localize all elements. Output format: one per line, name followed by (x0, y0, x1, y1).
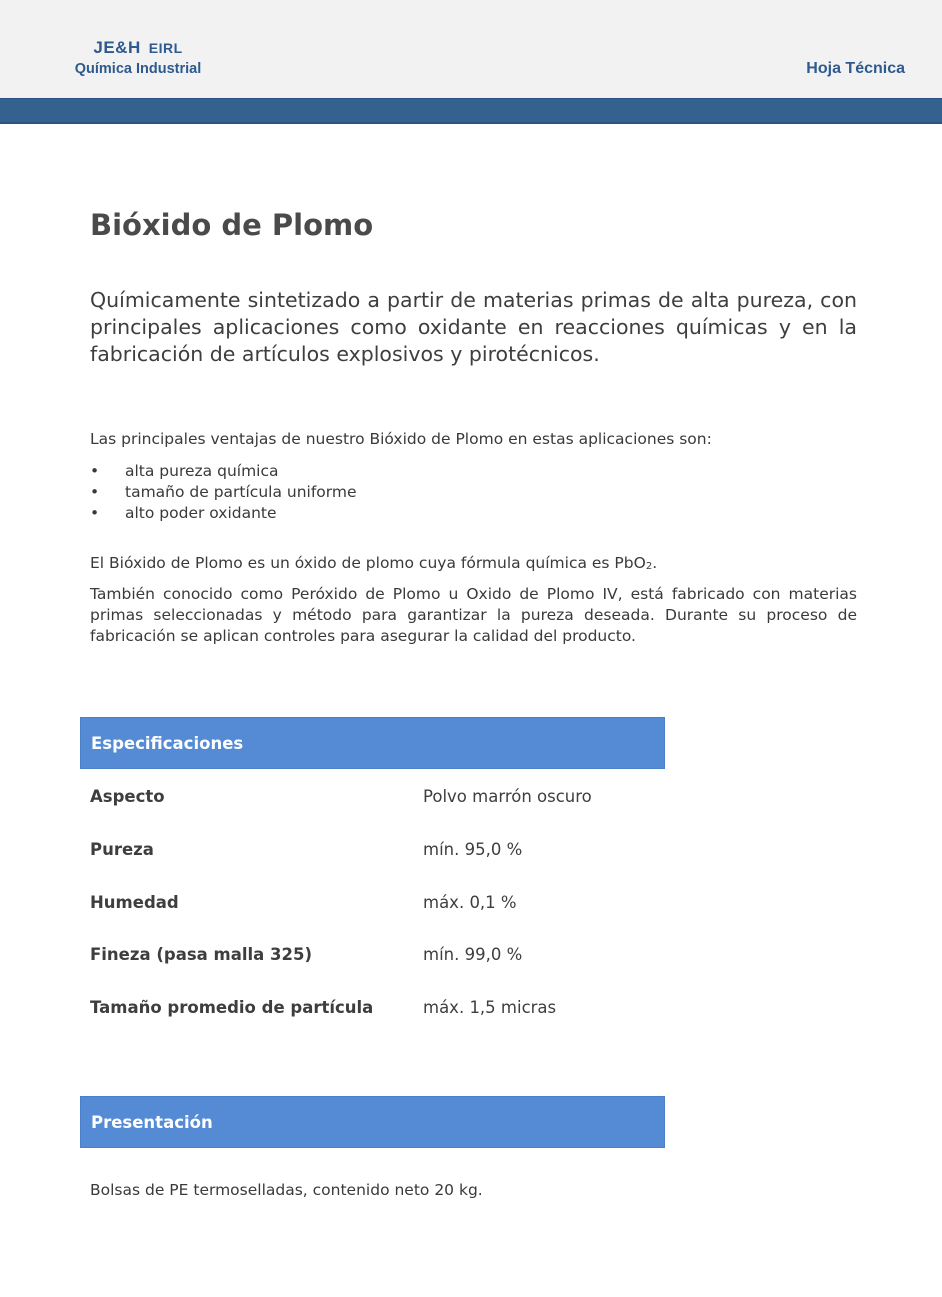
page-header (0, 0, 942, 98)
spec-value: Polvo marrón oscuro (423, 787, 592, 806)
bullet-icon: • (90, 483, 100, 501)
specifications-heading: Especificaciones (91, 734, 244, 753)
presentation-text: Bolsas de PE termoselladas, contenido neto 20 kg. (90, 1181, 483, 1199)
advantages-intro: Las principales ventajas de nuestro Bióxido de Plomo en estas aplicaciones son: (90, 430, 712, 448)
advantage-text: alto poder oxidante (125, 504, 277, 522)
spec-value: máx. 1,5 micras (423, 998, 557, 1017)
formula-subscript: 2 (645, 561, 653, 572)
header-band (0, 98, 942, 124)
bullet-icon: • (90, 504, 100, 522)
advantages-list (90, 461, 357, 524)
company-name (68, 38, 208, 58)
formula-paragraph (90, 554, 657, 572)
spec-label: Fineza (pasa malla 325) (90, 945, 313, 964)
spec-value: mín. 99,0 % (423, 945, 523, 964)
spec-value: mín. 95,0 % (423, 840, 523, 859)
company-name-text: JE&H (93, 38, 141, 57)
company-suffix: EIRL (148, 40, 183, 56)
specifications-header (80, 717, 665, 769)
spec-label: Pureza (90, 840, 154, 859)
list-item (90, 503, 357, 524)
presentation-header (80, 1096, 665, 1148)
bullet-icon: • (90, 462, 100, 480)
company-logo (68, 38, 208, 78)
list-item (90, 482, 357, 503)
formula-text: El Bióxido de Plomo es un óxido de plomo cuya fórmula química es PbO (90, 554, 646, 572)
description-paragraph: También conocido como Peróxido de Plomo u Oxido de Plomo IV, está fabricado con materias primas seleccionadas y método para garantizar la pureza deseada. Durante su proceso de fabricación se aplican controles para asegurar la calidad del producto. (90, 585, 857, 645)
advantage-text: tamaño de partícula uniforme (125, 483, 357, 501)
document-type: Hoja Técnica (806, 60, 905, 77)
formula-end: . (652, 554, 658, 572)
spec-label: Aspecto (90, 787, 165, 806)
list-item (90, 461, 357, 482)
spec-value: máx. 0,1 % (423, 893, 517, 912)
company-subtitle: Química Industrial (74, 61, 202, 77)
product-lead: Químicamente sintetizado a partir de materias primas de alta pureza, con principales aplicaciones como oxidante en reacciones químicas y en la fabricación de artículos explosivos y pirotécnicos. (90, 288, 857, 366)
product-title: Bióxido de Plomo (90, 208, 374, 242)
spec-label: Tamaño promedio de partícula (90, 998, 374, 1017)
advantage-text: alta pureza química (125, 462, 279, 480)
spec-label: Humedad (90, 893, 179, 912)
presentation-heading: Presentación (91, 1113, 213, 1132)
